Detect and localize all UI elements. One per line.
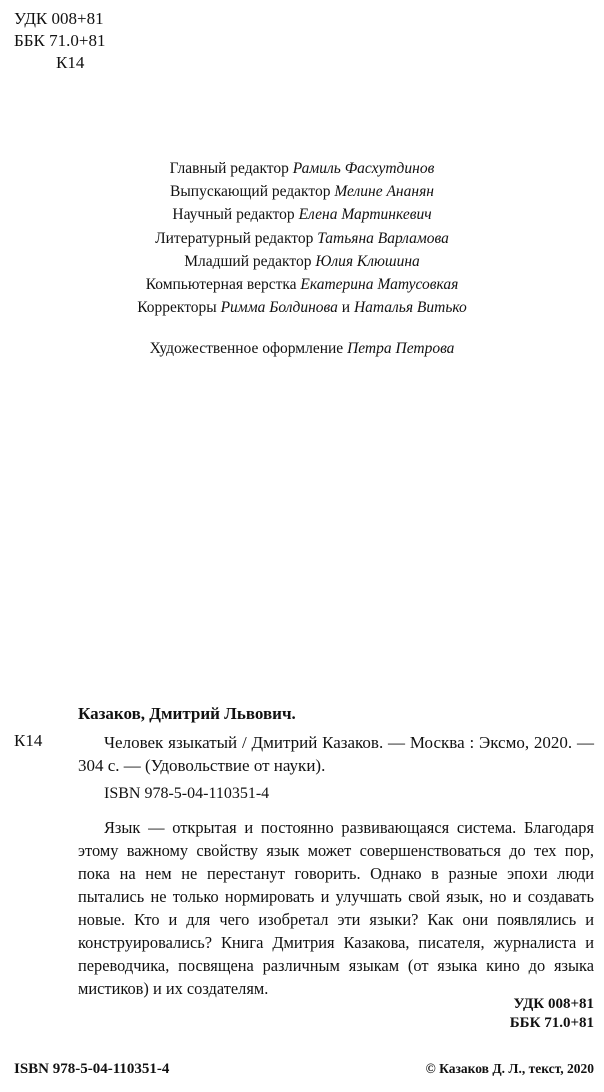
credit-name: Рамиль Фасхутдинов	[292, 160, 435, 177]
udk-code: УДК 008+81	[14, 9, 104, 28]
bbk-code: ББК 71.0+81	[14, 31, 106, 50]
credit-role: Главный редактор	[169, 160, 289, 177]
catalog-description-text: Человек языкатый / Дмитрий Казаков. — Москва : Эксмо, 2020. — 304 с. — (Удовольствие от науки).	[78, 733, 594, 775]
credit-role: Выпускающий редактор	[170, 183, 331, 201]
credit-name: Елена Мартинкевич	[298, 206, 432, 224]
credit-name: Мелине Ананян	[334, 183, 434, 201]
catalog-udk: УДК 008+81	[513, 996, 594, 1012]
credit-name: Татьяна Варламова	[317, 229, 449, 247]
art-credit-role: Художественное оформление	[149, 340, 344, 358]
credit-line	[60, 296, 544, 319]
credit-line	[60, 203, 544, 226]
catalog-mark: К14	[14, 731, 43, 750]
credits-block	[60, 157, 544, 361]
catalog-description	[78, 731, 594, 777]
credit-line	[60, 227, 544, 250]
credit-line	[60, 250, 544, 273]
credit-conjunction: и	[341, 299, 351, 317]
footer-isbn: ISBN 978-5-04-110351-4	[14, 1061, 170, 1077]
catalog-bbk: ББК 71.0+81	[509, 1015, 594, 1031]
credit-role: Корректоры	[137, 299, 217, 317]
catalog-author-heading: Казаков, Дмитрий Львович.	[78, 704, 296, 723]
credit-line	[60, 180, 544, 203]
catalog-annotation: Язык — открытая и постоянно развивающаяся система. Благодаря этому важному свойству язык может совершенствоваться до тех пор, пока на нем не перестанут говорить. Однако в разные эпохи люди пытались не только нормировать и улучшать свой язык, но и создавать новые. Кто и для чего изобретал эти языки? Как они появлялись и конструировались? Книга Дмитрия Казакова, писателя, журналиста и переводчика, посвящена различным языкам (от языка кино до языка мистиков) и их создателям.	[78, 818, 594, 998]
art-credit-line	[60, 337, 544, 360]
credit-name: Римма Болдинова	[220, 299, 338, 317]
classification-block	[14, 8, 105, 74]
credit-line	[60, 157, 544, 180]
credit-name: Юлия Клюшина	[315, 252, 420, 270]
credit-role: Литературный редактор	[155, 229, 314, 247]
credit-name: Наталья Витько	[353, 299, 467, 317]
credit-line	[60, 273, 544, 296]
catalog-isbn: ISBN 978-5-04-110351-4	[104, 785, 270, 802]
catalog-classification	[510, 995, 594, 1033]
credit-name: Екатерина Матусовкая	[300, 276, 459, 294]
credit-role: Научный редактор	[172, 206, 295, 224]
art-credit-name: Петра Петрова	[347, 340, 455, 358]
credit-role: Компьютерная верстка	[145, 276, 297, 294]
author-mark: К14	[56, 53, 85, 72]
footer-copyright: © Казаков Д. Л., текст, 2020	[425, 1061, 594, 1076]
credit-role: Младший редактор	[184, 252, 312, 270]
